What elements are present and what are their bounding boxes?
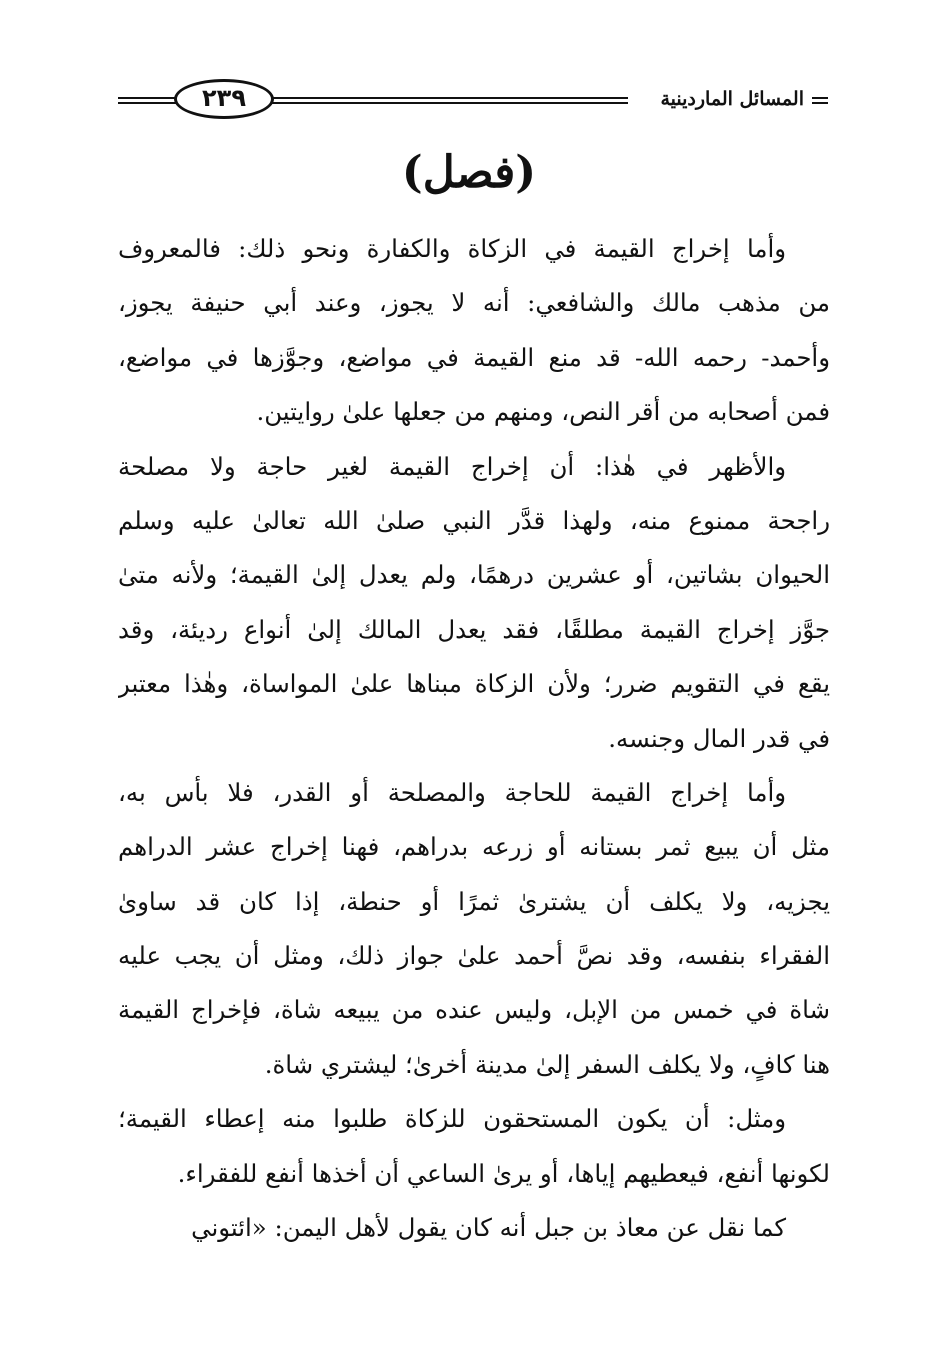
running-title: المسائل الماردينية [654, 82, 810, 116]
text-line: في قدر المال وجنسه. [608, 723, 830, 753]
page-number: ٢٣٩ [174, 79, 274, 119]
text-line: وأما إخراج القيمة للحاجة والمصلحة أو القدر، فلا بأس به، [118, 777, 786, 807]
paragraph [118, 222, 830, 440]
paragraph [118, 440, 830, 766]
text-line: هنا كافٍ، ولا يكلف السفر إلىٰ مدينة أخرىٰ؛ ليشتري شاة. [264, 1049, 830, 1079]
text-line: من مذهب مالك والشافعي: أنه لا يجوز، وعند أبي حنيفة يجوز، [118, 288, 830, 318]
header-rule [812, 97, 828, 104]
text-line: ومثل: أن يكون المستحقون للزكاة طلبوا منه إعطاء القيمة؛ [118, 1104, 786, 1134]
text-line: فمن أصحابه من أقر النص، ومنهم من جعلها علىٰ روايتين. [256, 397, 830, 427]
text-line: يجزيه، ولا يكلف أن يشترىٰ ثمرًا أو حنطة، إذا كان قد ساوىٰ [118, 886, 830, 916]
text-line: راجحة ممنوع منه، ولهذا قدَّر النبي صلىٰ الله تعالىٰ عليه وسلم [118, 505, 830, 535]
paragraph [118, 1092, 830, 1201]
text-line: والأظهر في هٰذا: أن إخراج القيمة لغير حاجة ولا مصلحة [118, 451, 786, 481]
text-line: شاة في خمس من الإبل، وليس عنده من يبيعه شاة، فإخراج القيمة [118, 995, 830, 1025]
text-line: كما نقل عن معاذ بن جبل أنه كان يقول لأهل اليمن: «ائتوني [191, 1213, 786, 1243]
text-line: لكونها أنفع، فيعطيهم إياها، أو يرىٰ الساعي أن أخذها أنفع للفقراء. [177, 1158, 830, 1188]
text-line: مثل أن يبيع ثمر بستانه أو زرعه بدراهم، فهنا إخراج عشر الدراهم [118, 832, 830, 862]
header-rule [268, 97, 628, 104]
text-line: وأما إخراج القيمة في الزكاة والكفارة ونحو ذلك: فالمعروف [118, 234, 786, 263]
page-header [118, 78, 828, 124]
paragraph [118, 1201, 830, 1255]
section-heading: (فصل) [401, 147, 537, 198]
text-line: الفقراء بنفسه، وقد نصَّ أحمد علىٰ جواز ذلك، ومثل أن يجب عليه [118, 941, 830, 971]
text-line: يقع في التقويم ضرر؛ ولأن الزكاة مبناها علىٰ المواساة، وهٰذا معتبر [118, 669, 830, 699]
text-line: الحيوان بشاتين، أو عشرين درهمًا، ولم يعدل إلىٰ القيمة؛ ولأنه متىٰ [118, 560, 830, 590]
text-line: جوَّز إخراج القيمة مطلقًا، فقد يعدل المالك إلىٰ أنواع رديئة، وقد [118, 614, 830, 644]
body-text [118, 222, 830, 1255]
header-rule [118, 97, 178, 104]
text-line: وأحمد- رحمه الله- قد منع القيمة في مواضع، وجوَّزها في مواضع، [118, 342, 830, 372]
paragraph [118, 766, 830, 1092]
